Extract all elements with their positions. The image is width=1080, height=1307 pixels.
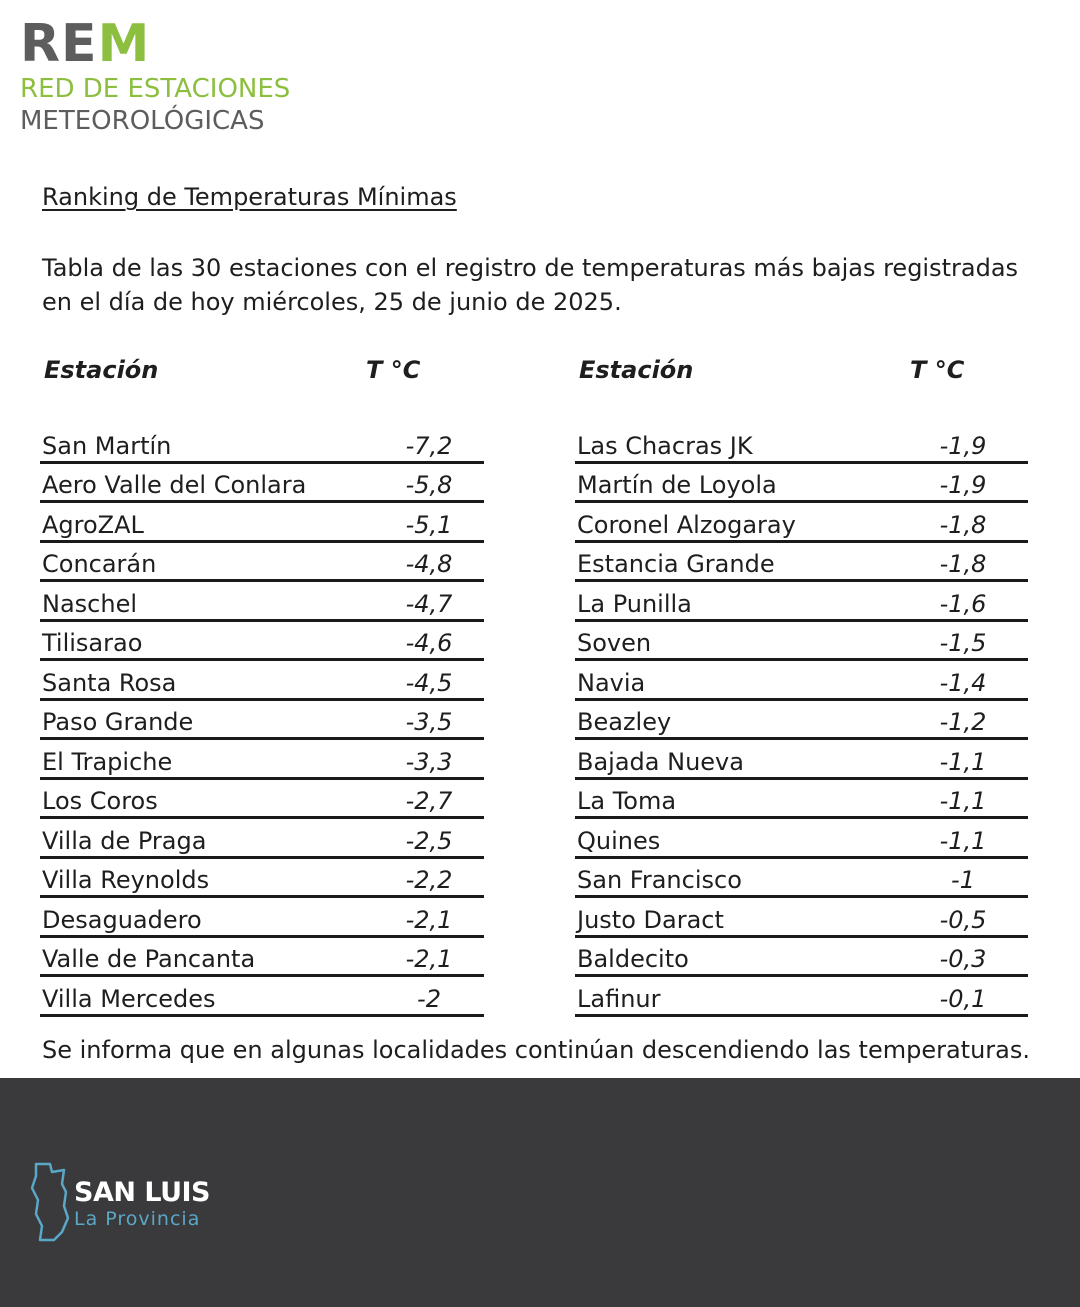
rem-logo-wordmark [20,14,290,74]
station-temp: -1,4 [939,668,987,697]
station-temp: -4,5 [405,668,453,697]
station-name: Paso Grande [42,708,194,736]
station-temp: -1,8 [939,550,987,578]
table-row [40,582,484,622]
table-row [40,780,484,820]
table-row [40,661,484,701]
closing-note: Se informa que en algunas localidades continúan descendiendo las temperaturas. [42,1036,1030,1064]
table-row [575,424,1028,464]
table-row [40,898,484,938]
station-temp: -1,5 [939,629,987,657]
footer-banner [0,1078,1080,1307]
table-row [575,938,1028,978]
station-name: San Martín [42,431,172,460]
rem-logo-prefix: RE [20,14,98,74]
station-name: La Punilla [577,589,692,618]
table-row [575,582,1028,622]
table-row [40,859,484,899]
station-name: AgroZAL [42,510,144,539]
ranking-table-right [575,350,1028,1017]
san-luis-map-icon [28,1162,70,1246]
station-name: Santa Rosa [42,668,177,697]
station-name: Los Coros [42,787,158,815]
station-name: Beazley [577,708,672,736]
station-temp: -0,1 [939,984,987,1013]
station-name: San Francisco [577,866,742,894]
station-name: Navia [577,668,646,697]
table-row [575,977,1028,1017]
station-temp: -1 [951,866,975,894]
station-name: Las Chacras JK [577,431,753,460]
column-header-temp: T °C [366,356,421,384]
table-row [575,701,1028,741]
table-row [575,898,1028,938]
station-name: El Trapiche [42,747,173,776]
station-temp: -3,3 [405,747,453,776]
station-temp: -2,1 [405,945,453,973]
intro-paragraph: Tabla de las 30 estaciones con el registro de temperaturas más bajas registradas en el día de hoy miércoles, 25 de junio de 2025. [42,254,1019,316]
station-name: Baldecito [577,945,689,973]
station-name: Quines [577,826,661,855]
table-row [40,819,484,859]
station-temp: -7,2 [405,431,453,460]
station-name: Villa Mercedes [42,984,216,1013]
station-temp: -1,2 [939,708,987,736]
station-temp: -0,3 [939,945,987,973]
station-temp: -1,9 [939,431,987,460]
station-name: Bajada Nueva [577,747,744,776]
table-header [575,350,1028,390]
station-name: Justo Daract [577,905,724,934]
station-name: La Toma [577,787,677,815]
station-temp: -2,7 [405,787,453,815]
station-name: Naschel [42,589,138,618]
rem-logo [20,14,291,136]
station-temp: -4,8 [405,550,453,578]
station-temp: -1,8 [939,510,987,539]
station-name: Valle de Pancanta [42,945,256,973]
station-name: Villa de Praga [42,826,207,855]
table-row [40,424,484,464]
table-header [40,350,484,390]
table-rows-left [40,424,484,1017]
station-temp: -1,1 [939,826,987,855]
table-row [575,740,1028,780]
station-name: Desaguadero [42,905,202,934]
rem-logo-suffix: M [97,14,151,74]
table-row [40,701,484,741]
station-temp: -4,7 [405,589,453,618]
table-row [575,661,1028,701]
station-temp: -5,8 [405,471,453,499]
table-row [575,622,1028,662]
san-luis-logo [28,1162,210,1246]
table-rows-right [575,424,1028,1017]
column-header-temp: T °C [910,356,965,384]
table-row [575,503,1028,543]
station-temp: -5,1 [405,510,453,539]
station-temp: -1,1 [939,747,987,776]
table-row [575,819,1028,859]
station-temp: -2 [417,984,441,1013]
ranking-table-left [40,350,484,1017]
station-name: Coronel Alzogaray [577,510,796,539]
table-row [40,464,484,504]
station-name: Martín de Loyola [577,471,777,499]
station-temp: -1,9 [939,471,987,499]
station-temp: -2,5 [405,826,453,855]
station-temp: -4,6 [405,629,453,657]
table-row [40,740,484,780]
column-header-station: Estación [579,356,694,384]
rem-logo-line1: RED DE ESTACIONES [20,74,291,104]
station-name: Estancia Grande [577,550,775,578]
table-row [40,503,484,543]
station-name: Aero Valle del Conlara [42,471,307,499]
table-row [575,859,1028,899]
table-row [575,464,1028,504]
column-header-station: Estación [44,356,159,384]
table-row [40,977,484,1017]
station-name: Concarán [42,550,157,578]
station-name: Lafinur [577,984,661,1013]
table-row [40,543,484,583]
station-name: Villa Reynolds [42,866,210,894]
station-name: Tilisarao [42,629,143,657]
station-temp: -1,1 [939,787,987,815]
station-temp: -3,5 [405,708,453,736]
station-name: Soven [577,629,652,657]
station-temp: -0,5 [939,905,987,934]
san-luis-subtitle: La Provincia [74,1208,201,1230]
table-row [575,780,1028,820]
table-row [40,938,484,978]
rem-logo-line2: METEOROLÓGICAS [20,106,265,136]
station-temp: -1,6 [939,589,987,618]
station-temp: -2,2 [405,866,453,894]
table-row [40,622,484,662]
table-row [575,543,1028,583]
san-luis-title: SAN LUIS [74,1177,210,1208]
station-temp: -2,1 [405,905,453,934]
page-title: Ranking de Temperaturas Mínimas [42,183,457,211]
